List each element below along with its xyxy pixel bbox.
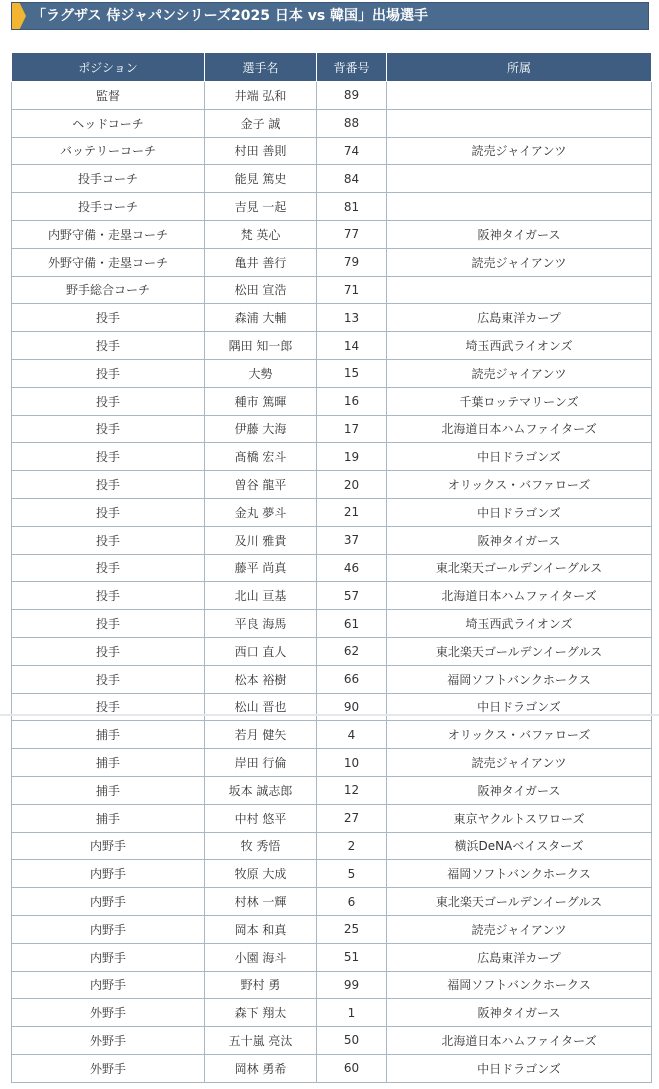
cell-position: 内野手 — [12, 888, 205, 916]
cell-uniform-number: 60 — [317, 1054, 387, 1082]
cell-uniform-number: 51 — [317, 943, 387, 971]
cell-player-name: 平良 海馬 — [205, 610, 317, 638]
cell-uniform-number: 61 — [317, 610, 387, 638]
table-row — [12, 1027, 652, 1055]
cell-team: 北海道日本ハムファイターズ — [387, 582, 652, 610]
cell-uniform-number: 19 — [317, 443, 387, 471]
cell-team — [387, 193, 652, 221]
cell-player-name: 金子 誠 — [205, 109, 317, 137]
cell-player-name: 坂本 誠志郎 — [205, 776, 317, 804]
table-row — [12, 443, 652, 471]
table-row — [12, 220, 652, 248]
cell-position: 監督 — [12, 82, 205, 110]
cell-player-name: 能見 篤史 — [205, 165, 317, 193]
header-position: ポジション — [12, 53, 205, 82]
cell-position: 内野手 — [12, 832, 205, 860]
cell-team: 福岡ソフトバンクホークス — [387, 860, 652, 888]
cell-team: 千葉ロッテマリーンズ — [387, 387, 652, 415]
cell-position: 投手 — [12, 637, 205, 665]
cell-team: 北海道日本ハムファイターズ — [387, 415, 652, 443]
cell-player-name: 森浦 大輔 — [205, 304, 317, 332]
table-row — [12, 332, 652, 360]
cell-player-name: 村田 善則 — [205, 137, 317, 165]
cell-team: 阪神タイガース — [387, 220, 652, 248]
cell-player-name: 伊藤 大海 — [205, 415, 317, 443]
cell-player-name: 松本 裕樹 — [205, 665, 317, 693]
table-row — [12, 637, 652, 665]
cell-position: ヘッドコーチ — [12, 109, 205, 137]
cell-uniform-number: 74 — [317, 137, 387, 165]
cell-player-name: 若月 健矢 — [205, 721, 317, 749]
cell-player-name: 小園 海斗 — [205, 943, 317, 971]
cell-uniform-number: 50 — [317, 1027, 387, 1055]
page-title: 「ラグザス 侍ジャパンシリーズ2025 日本 vs 韓国」出場選手 — [32, 8, 429, 24]
cell-position: 外野手 — [12, 999, 205, 1027]
cell-position: 捕手 — [12, 721, 205, 749]
cell-team: 読売ジャイアンツ — [387, 359, 652, 387]
cell-player-name: 岸田 行倫 — [205, 749, 317, 777]
cell-position: 投手 — [12, 693, 205, 721]
cell-uniform-number: 20 — [317, 471, 387, 499]
cell-team: 東北楽天ゴールデンイーグルス — [387, 554, 652, 582]
cell-uniform-number: 90 — [317, 693, 387, 721]
header-number: 背番号 — [317, 53, 387, 82]
cell-position: 投手 — [12, 415, 205, 443]
cell-uniform-number: 13 — [317, 304, 387, 332]
table-row — [12, 999, 652, 1027]
cell-uniform-number: 17 — [317, 415, 387, 443]
cell-position: 投手 — [12, 443, 205, 471]
cell-player-name: 五十嵐 亮汰 — [205, 1027, 317, 1055]
cell-uniform-number: 62 — [317, 637, 387, 665]
cell-uniform-number: 88 — [317, 109, 387, 137]
cell-team: 埼玉西武ライオンズ — [387, 332, 652, 360]
cell-position: 投手 — [12, 359, 205, 387]
cell-uniform-number: 4 — [317, 721, 387, 749]
roster-table — [11, 52, 652, 1083]
cell-uniform-number: 2 — [317, 832, 387, 860]
table-row — [12, 971, 652, 999]
cell-team: 阪神タイガース — [387, 999, 652, 1027]
table-row — [12, 554, 652, 582]
cell-team: 読売ジャイアンツ — [387, 749, 652, 777]
cell-uniform-number: 84 — [317, 165, 387, 193]
table-row — [12, 749, 652, 777]
cell-team: 中日ドラゴンズ — [387, 498, 652, 526]
table-row — [12, 860, 652, 888]
cell-uniform-number: 25 — [317, 915, 387, 943]
cell-team: 東京ヤクルトスワローズ — [387, 804, 652, 832]
cell-uniform-number: 10 — [317, 749, 387, 777]
cell-uniform-number: 21 — [317, 498, 387, 526]
cell-team: 福岡ソフトバンクホークス — [387, 665, 652, 693]
table-row — [12, 776, 652, 804]
cell-player-name: 髙橋 宏斗 — [205, 443, 317, 471]
cell-uniform-number: 57 — [317, 582, 387, 610]
table-row — [12, 193, 652, 221]
cell-position: 投手コーチ — [12, 193, 205, 221]
table-row — [12, 832, 652, 860]
cell-position: 投手 — [12, 498, 205, 526]
cell-position: 投手 — [12, 554, 205, 582]
cell-player-name: 中村 悠平 — [205, 804, 317, 832]
cell-position: 外野手 — [12, 1054, 205, 1082]
cell-team: 横浜DeNAベイスターズ — [387, 832, 652, 860]
table-row — [12, 804, 652, 832]
table-row — [12, 359, 652, 387]
cell-team: 中日ドラゴンズ — [387, 693, 652, 721]
cell-team: 読売ジャイアンツ — [387, 137, 652, 165]
table-row — [12, 943, 652, 971]
cell-team: 東北楽天ゴールデンイーグルス — [387, 637, 652, 665]
cell-uniform-number: 99 — [317, 971, 387, 999]
table-row — [12, 1054, 652, 1082]
table-row — [12, 582, 652, 610]
cell-uniform-number: 15 — [317, 359, 387, 387]
cell-player-name: 種市 篤暉 — [205, 387, 317, 415]
cell-team: 読売ジャイアンツ — [387, 248, 652, 276]
arrow-marker-icon — [12, 3, 26, 29]
cell-uniform-number: 89 — [317, 82, 387, 110]
cell-player-name: 隅田 知一郎 — [205, 332, 317, 360]
cell-player-name: 大勢 — [205, 359, 317, 387]
cell-player-name: 村林 一輝 — [205, 888, 317, 916]
table-row — [12, 915, 652, 943]
table-row — [12, 498, 652, 526]
cell-team: 北海道日本ハムファイターズ — [387, 1027, 652, 1055]
cell-player-name: 松田 宣浩 — [205, 276, 317, 304]
cell-player-name: 吉見 一起 — [205, 193, 317, 221]
cell-player-name: 及川 雅貴 — [205, 526, 317, 554]
cell-team: オリックス・バファローズ — [387, 471, 652, 499]
cell-uniform-number: 1 — [317, 999, 387, 1027]
header-name: 選手名 — [205, 53, 317, 82]
cell-player-name: 藤平 尚真 — [205, 554, 317, 582]
cell-player-name: 岡本 和真 — [205, 915, 317, 943]
cell-team: 広島東洋カープ — [387, 943, 652, 971]
cell-position: 投手 — [12, 610, 205, 638]
cell-position: 外野手 — [12, 1027, 205, 1055]
table-row — [12, 471, 652, 499]
table-row — [12, 693, 652, 721]
cell-position: バッテリーコーチ — [12, 137, 205, 165]
table-row — [12, 109, 652, 137]
cell-position: 外野守備・走塁コーチ — [12, 248, 205, 276]
table-row — [12, 248, 652, 276]
table-row — [12, 526, 652, 554]
cell-uniform-number: 66 — [317, 665, 387, 693]
table-row — [12, 304, 652, 332]
cell-uniform-number: 16 — [317, 387, 387, 415]
cell-team: 阪神タイガース — [387, 776, 652, 804]
cell-team: 阪神タイガース — [387, 526, 652, 554]
cell-player-name: 井端 弘和 — [205, 82, 317, 110]
roster-table-container — [11, 52, 651, 1083]
roster-body — [12, 82, 652, 1083]
cell-team — [387, 165, 652, 193]
cell-uniform-number: 77 — [317, 220, 387, 248]
section-title-bar — [11, 2, 649, 30]
cell-team: 中日ドラゴンズ — [387, 1054, 652, 1082]
cell-position: 投手 — [12, 471, 205, 499]
page-divider — [0, 714, 659, 716]
cell-uniform-number: 46 — [317, 554, 387, 582]
cell-position: 捕手 — [12, 749, 205, 777]
cell-position: 投手 — [12, 387, 205, 415]
cell-position: 投手 — [12, 332, 205, 360]
cell-uniform-number: 81 — [317, 193, 387, 221]
cell-position: 捕手 — [12, 776, 205, 804]
table-row — [12, 721, 652, 749]
cell-uniform-number: 71 — [317, 276, 387, 304]
cell-position: 捕手 — [12, 804, 205, 832]
cell-team: 福岡ソフトバンクホークス — [387, 971, 652, 999]
cell-uniform-number: 14 — [317, 332, 387, 360]
table-row — [12, 888, 652, 916]
table-row — [12, 82, 652, 110]
cell-player-name: 野村 勇 — [205, 971, 317, 999]
cell-team — [387, 109, 652, 137]
cell-team: 読売ジャイアンツ — [387, 915, 652, 943]
cell-uniform-number: 79 — [317, 248, 387, 276]
cell-position: 投手 — [12, 665, 205, 693]
cell-player-name: 北山 亘基 — [205, 582, 317, 610]
cell-player-name: 牧原 大成 — [205, 860, 317, 888]
cell-position: 内野手 — [12, 943, 205, 971]
cell-team — [387, 82, 652, 110]
cell-player-name: 松山 晋也 — [205, 693, 317, 721]
cell-position: 野手総合コーチ — [12, 276, 205, 304]
cell-team: 東北楽天ゴールデンイーグルス — [387, 888, 652, 916]
cell-team — [387, 276, 652, 304]
table-header-row — [12, 53, 652, 82]
cell-player-name: 森下 翔太 — [205, 999, 317, 1027]
cell-position: 投手 — [12, 582, 205, 610]
cell-position: 内野手 — [12, 915, 205, 943]
table-row — [12, 415, 652, 443]
cell-position: 投手コーチ — [12, 165, 205, 193]
cell-player-name: 岡林 勇希 — [205, 1054, 317, 1082]
cell-player-name: 金丸 夢斗 — [205, 498, 317, 526]
table-row — [12, 665, 652, 693]
cell-position: 投手 — [12, 526, 205, 554]
cell-team: 中日ドラゴンズ — [387, 443, 652, 471]
cell-player-name: 梵 英心 — [205, 220, 317, 248]
cell-player-name: 亀井 善行 — [205, 248, 317, 276]
table-row — [12, 137, 652, 165]
cell-position: 内野守備・走塁コーチ — [12, 220, 205, 248]
cell-team: オリックス・バファローズ — [387, 721, 652, 749]
cell-uniform-number: 12 — [317, 776, 387, 804]
cell-uniform-number: 5 — [317, 860, 387, 888]
table-row — [12, 610, 652, 638]
cell-player-name: 西口 直人 — [205, 637, 317, 665]
cell-uniform-number: 6 — [317, 888, 387, 916]
cell-position: 投手 — [12, 304, 205, 332]
cell-team: 広島東洋カープ — [387, 304, 652, 332]
table-row — [12, 387, 652, 415]
cell-player-name: 牧 秀悟 — [205, 832, 317, 860]
cell-team: 埼玉西武ライオンズ — [387, 610, 652, 638]
cell-position: 内野手 — [12, 860, 205, 888]
table-row — [12, 165, 652, 193]
cell-player-name: 曽谷 龍平 — [205, 471, 317, 499]
cell-position: 内野手 — [12, 971, 205, 999]
header-team: 所属 — [387, 53, 652, 82]
cell-uniform-number: 37 — [317, 526, 387, 554]
cell-uniform-number: 27 — [317, 804, 387, 832]
table-row — [12, 276, 652, 304]
